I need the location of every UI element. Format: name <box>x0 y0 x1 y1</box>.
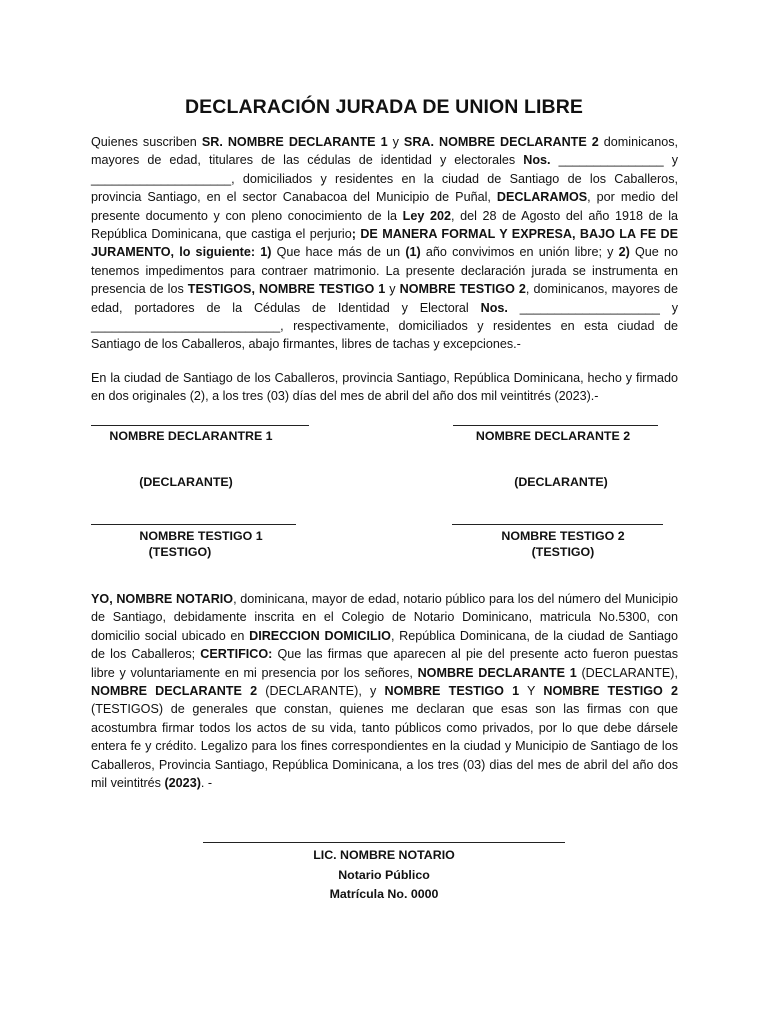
signature-role-declarante-1: (DECLARANTE) <box>139 475 233 489</box>
bold-run: YO, NOMBRE NOTARIO <box>91 592 234 606</box>
bold-run: NOMBRE TESTIGO 2 <box>399 282 526 297</box>
text-run: Que las firmas que aparecen al pie del presente acto fueron puestas libre y voluntariamente en mi presencia por los señores, <box>91 647 678 680</box>
bold-run: (1) <box>405 245 421 260</box>
bold-run: CERTIFICO: <box>200 647 273 662</box>
bold-run: NOMBRE DECLARANTE 1 <box>417 665 577 680</box>
bold-run: DECLARAMOS <box>496 190 588 205</box>
text-run: , República Dominicana, de la ciudad de Santiago de los Caballeros; <box>91 628 678 662</box>
bold-run: TESTIGOS, NOMBRE TESTIGO 1 <box>187 282 386 297</box>
signature-line-declarante-2 <box>453 425 658 426</box>
notary-matricula: Matrícula No. 0000 <box>329 887 439 901</box>
text-run: Y <box>519 684 544 699</box>
notary-signature-block <box>0 846 768 905</box>
signature-role-testigo-1: (TESTIGO) <box>148 545 212 559</box>
text-run: (TESTIGOS) de generales que constan, quienes me declaran que esas son las firmas con que acostumbra firmar todos los actos de su vida, tanto públicos como privados, por lo que debe dársele entera fe y crédito. Legalizo para los fines correspondientes en la ciudad y Municipio de Santiago de los Caballeros, Provincia Santiago, República Dominicana, a los tres (03) dias del mes de abril del año dos mil veintitrés <box>91 702 678 791</box>
text-run: y <box>387 135 404 149</box>
signature-role-declarante-2: (DECLARANTE) <box>514 475 608 489</box>
bold-run: Nos. <box>523 153 551 168</box>
text-run: ____________________ y ___________________________, respectivamente, domiciliados y residentes en esta ciudad de Santiago de los Caballeros, abajo firmantes, libres de tachas y excepciones.- <box>91 300 678 352</box>
bold-run: ; DE MANERA FORMAL Y EXPRESA, BAJO LA FE DE JURAMENTO, lo siguiente: 1) <box>91 227 678 260</box>
signature-line-testigo-1 <box>91 524 296 525</box>
bold-run: SRA. NOMBRE DECLARANTE 2 <box>403 135 599 149</box>
bold-run: (2023) <box>164 776 201 791</box>
notary-title: Notario Público <box>338 867 430 882</box>
bold-run: DIRECCION DOMICILIO <box>249 628 391 643</box>
text-run: (DECLARANTE), <box>576 665 679 680</box>
signature-line-notario <box>203 842 565 843</box>
bold-run: Nos. <box>480 300 508 315</box>
notary-name: LIC. NOMBRE NOTARIO <box>313 848 455 862</box>
signature-name-testigo-2: NOMBRE TESTIGO 2 <box>501 529 625 543</box>
text-run: y <box>385 282 400 297</box>
text-run: , del 28 de Agosto del año 1918 de la República Dominicana, que castiga el perjurio <box>91 208 678 242</box>
text-run: , dominicanos, mayores de edad, portadores de la Cédulas de Identidad y Electoral <box>91 282 678 315</box>
text-run: Que hace más de un <box>271 245 406 260</box>
signature-line-declarante-1 <box>91 425 309 426</box>
signature-name-testigo-1: NOMBRE TESTIGO 1 <box>139 529 263 543</box>
notary-certification-paragraph <box>91 590 678 792</box>
text-run: , dominicana, mayor de edad, notario público para los del número del Municipio de Santiago, debidamente inscrita en el Colegio de Notario Dominicano, matricula No.5300, con domicilio social ubicado en <box>91 592 678 643</box>
bold-run: Ley 202 <box>402 208 451 223</box>
text-run: Quienes suscriben <box>91 135 202 149</box>
signature-name-declarante-2: NOMBRE DECLARANTE 2 <box>475 429 631 443</box>
text-run: . - <box>200 776 213 791</box>
signature-line-testigo-2 <box>452 524 663 525</box>
text-run: Que no tenemos impedimentos para contraer matrimonio. La presente declaración jurada se instrumenta en presencia de los <box>91 245 678 297</box>
place-date-paragraph: En la ciudad de Santiago de los Caballeros, provincia Santiago, República Dominicana, hecho y firmado en dos originales (2), a los tres (03) días del mes de abril del año dos mil veintitrés (2023).- <box>91 371 678 404</box>
signature-role-testigo-2: (TESTIGO) <box>531 545 595 559</box>
bold-run: SR. NOMBRE DECLARANTE 1 <box>201 135 388 149</box>
bold-run: NOMBRE DECLARANTE 2 <box>91 684 258 699</box>
bold-run: NOMBRE TESTIGO 1 <box>384 684 520 699</box>
text-run: (DECLARANTE), y <box>257 684 385 699</box>
bold-run: 2) <box>618 245 630 260</box>
text-run: , por medio del presente documento y con pleno conocimiento de la <box>91 190 678 223</box>
document-title: DECLARACIÓN JURADA DE UNION LIBRE <box>184 96 583 118</box>
text-run: dominicanos, mayores de edad, titulares de las cédulas de identidad y electorales <box>91 135 678 168</box>
text-run: _______________ y ____________________, domiciliados y residentes en la ciudad de Santiago de los Caballeros, provincia Santiago, en el sector Canabacoa del Municipio de Puñal, <box>91 153 678 205</box>
declaration-paragraph <box>91 133 678 354</box>
bold-run: NOMBRE TESTIGO 2 <box>543 684 679 699</box>
signature-name-declarante-1: NOMBRE DECLARANTRE 1 <box>109 429 273 443</box>
text-run: año convivimos en unión libre; y <box>420 245 619 260</box>
